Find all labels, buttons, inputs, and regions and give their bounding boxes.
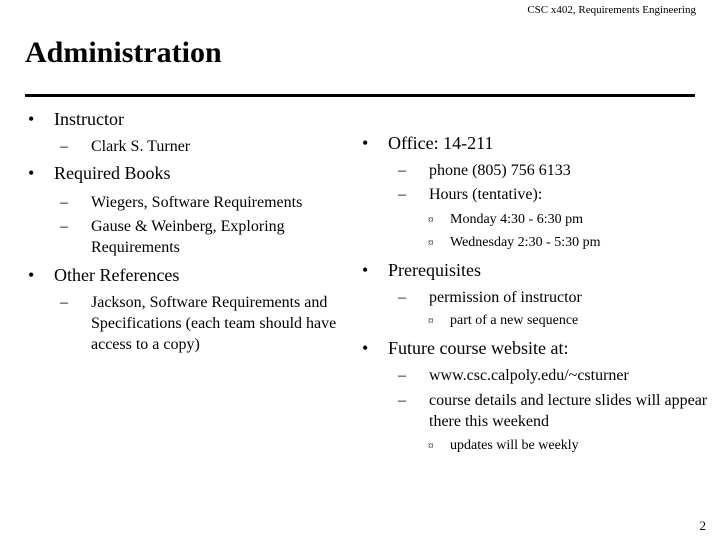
- book-item: [60, 216, 321, 258]
- website-url: www.csc.calpoly.edu/~csturner: [429, 367, 629, 384]
- bullet-prerequisites: [362, 259, 708, 281]
- website-note: course details and lecture slides will appear there this weekend: [429, 392, 708, 430]
- sub-marker: ¤: [428, 440, 434, 452]
- website-update: [428, 435, 710, 457]
- office-label: Office: 14-211: [388, 133, 494, 153]
- bullet-marker: •: [28, 163, 35, 183]
- sub-marker: ¤: [428, 315, 434, 327]
- prereq-text: permission of instructor: [429, 289, 582, 306]
- bullet-marker: •: [28, 265, 35, 285]
- prereq-note-text: part of a new sequence: [450, 313, 579, 328]
- phone-number: phone (805) 756 6133: [429, 162, 571, 179]
- dash-marker: –: [60, 294, 68, 311]
- instructor-name-item: [60, 136, 351, 157]
- prereq-item: [398, 287, 719, 308]
- book-title: Wiegers, Software Requirements: [91, 194, 303, 211]
- dash-marker: –: [398, 162, 406, 179]
- references-label: Other References: [54, 265, 180, 285]
- page-number: 2: [699, 518, 706, 533]
- book-title: Gause & Weinberg, Exploring Requirements: [91, 218, 285, 256]
- hours-text: Monday 4:30 - 6:30 pm: [450, 212, 583, 227]
- dash-marker: –: [398, 367, 406, 384]
- dash-marker: –: [398, 392, 406, 409]
- hours-item: [398, 184, 719, 205]
- dash-marker: –: [398, 289, 406, 306]
- course-header: CSC x402, Requirements Engineering: [527, 4, 696, 16]
- bullet-course-website: [362, 337, 708, 359]
- reference-title: Jackson, Software Requirements and Specifications (each team should have access to a copy): [91, 294, 337, 353]
- dash-marker: –: [60, 194, 68, 211]
- instructor-label: Instructor: [54, 109, 124, 129]
- book-item: [60, 192, 361, 213]
- instructor-name: Clark S. Turner: [91, 138, 191, 155]
- bullet-other-references: [28, 264, 334, 286]
- reference-item: [60, 292, 341, 355]
- bullet-marker: •: [362, 338, 369, 358]
- phone-item: [398, 160, 719, 181]
- website-url-item: [398, 365, 720, 386]
- bullet-required-books: [28, 162, 334, 184]
- hours-label: Hours (tentative):: [429, 186, 543, 203]
- bullet-marker: •: [28, 109, 35, 129]
- prereq-label: Prerequisites: [388, 260, 481, 280]
- dash-marker: –: [60, 218, 68, 235]
- bullet-instructor: [28, 108, 334, 130]
- slide-title: Administration: [25, 36, 222, 69]
- books-label: Required Books: [54, 163, 171, 183]
- bullet-marker: •: [362, 133, 369, 153]
- dash-marker: –: [398, 186, 406, 203]
- title-divider: [25, 94, 695, 97]
- bullet-marker: •: [362, 260, 369, 280]
- prereq-note: [428, 310, 710, 332]
- website-update-text: updates will be weekly: [450, 438, 579, 453]
- hours-entry: [428, 209, 710, 231]
- dash-marker: –: [60, 138, 68, 155]
- hours-text: Wednesday 2:30 - 5:30 pm: [450, 235, 601, 250]
- website-note-item: [398, 390, 719, 432]
- bullet-office: [362, 132, 708, 154]
- sub-marker: ¤: [428, 214, 434, 226]
- hours-entry: [428, 232, 710, 254]
- website-label: Future course website at:: [388, 338, 569, 358]
- sub-marker: ¤: [428, 237, 434, 249]
